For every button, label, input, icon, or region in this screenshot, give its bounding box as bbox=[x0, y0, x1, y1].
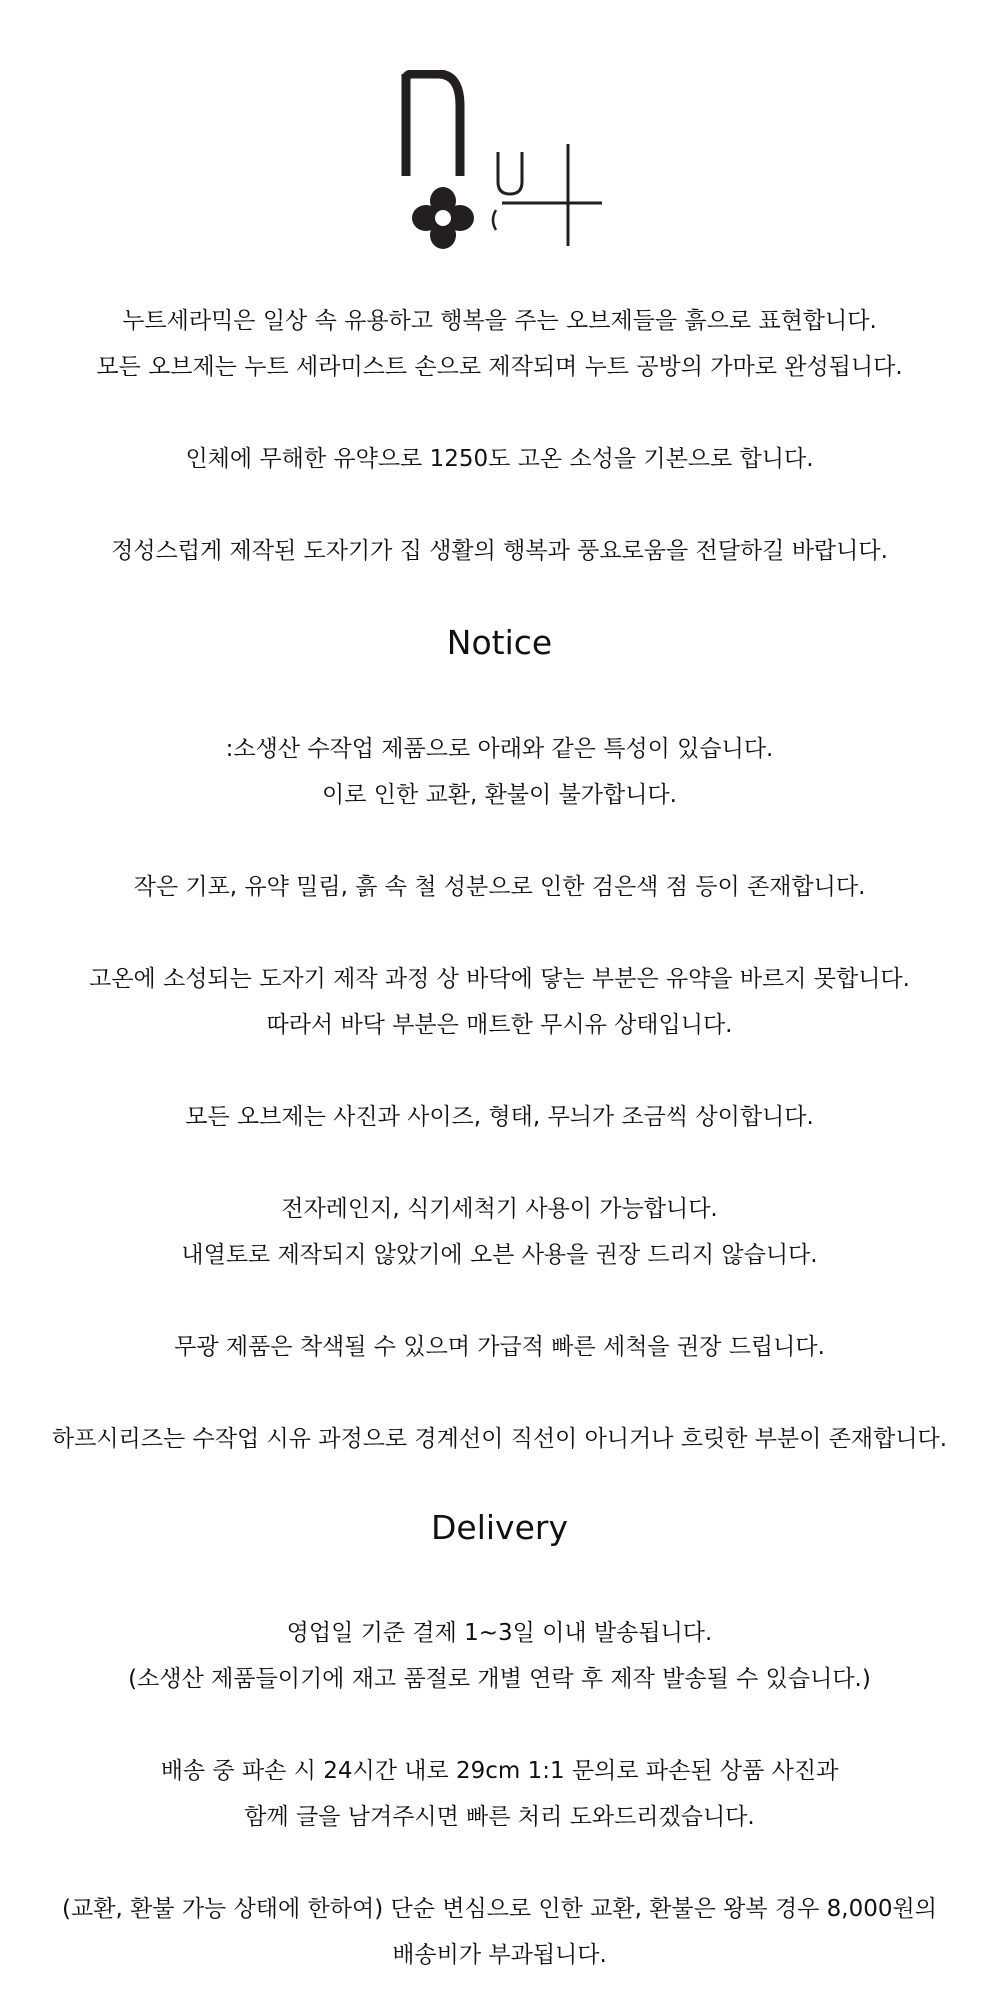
delivery-line: 영업일 기준 결제 1~3일 이내 발송됩니다. bbox=[286, 1620, 713, 1646]
notice-line: 따라서 바닥 부분은 매트한 무시유 상태입니다. bbox=[266, 1012, 733, 1038]
notice-line: 전자레인지, 식기세척기 사용이 가능합니다. bbox=[281, 1196, 718, 1222]
delivery-line: 배송비가 부과됩니다. bbox=[392, 1942, 607, 1968]
delivery-body bbox=[0, 1610, 999, 1978]
delivery-line: (교환, 환불 가능 상태에 한하여) 단순 변심으로 인한 교환, 환불은 왕복 경우 8,000원의 bbox=[62, 1896, 937, 1922]
delivery-line: (소생산 제품들이기에 재고 품절로 개별 연락 후 제작 발송될 수 있습니다.) bbox=[128, 1666, 871, 1692]
intro-line: 인체에 무해한 유약으로 1250도 고온 소성을 기본으로 합니다. bbox=[185, 446, 814, 472]
notice-line: 무광 제품은 착색될 수 있으며 가급적 빠른 세척을 권장 드립니다. bbox=[174, 1334, 825, 1360]
delivery-heading: Delivery bbox=[431, 1508, 568, 1547]
notice-heading: Notice bbox=[446, 623, 553, 662]
delivery-line: 함께 글을 남겨주시면 빠른 처리 도와드리겠습니다. bbox=[244, 1804, 755, 1830]
notice-line: 고온에 소성되는 도자기 제작 과정 상 바닥에 닿는 부분은 유약을 바르지 못합니다. bbox=[89, 966, 910, 992]
notice-line: :소생산 수작업 제품으로 아래와 같은 특성이 있습니다. bbox=[225, 736, 774, 762]
brand-logo bbox=[398, 70, 608, 255]
intro-line: 모든 오브제는 누트 세라미스트 손으로 제작되며 누트 공방의 가마로 완성됩니다. bbox=[96, 354, 903, 380]
notice-line: 모든 오브제는 사진과 사이즈, 형태, 무늬가 조금씩 상이합니다. bbox=[185, 1104, 814, 1130]
intro-text bbox=[0, 298, 999, 574]
delivery-line: 배송 중 파손 시 24시간 내로 29cm 1:1 문의로 파손된 상품 사진과 bbox=[160, 1758, 839, 1784]
notice-line: 이로 인한 교환, 환불이 불가합니다. bbox=[322, 782, 677, 808]
intro-line: 정성스럽게 제작된 도자기가 집 생활의 행복과 풍요로움을 전달하길 바랍니다. bbox=[111, 538, 888, 564]
notice-line: 작은 기포, 유약 밀림, 흙 속 철 성분으로 인한 검은색 점 등이 존재합니다. bbox=[133, 874, 866, 900]
notice-body bbox=[0, 726, 999, 1462]
nut-logo-flower-icon bbox=[398, 70, 608, 255]
notice-line: 내열토로 제작되지 않았기에 오븐 사용을 권장 드리지 않습니다. bbox=[181, 1242, 818, 1268]
notice-line: 하프시리즈는 수작업 시유 과정으로 경계선이 직선이 아니거나 흐릿한 부분이 존재합니다. bbox=[51, 1426, 948, 1452]
intro-line: 누트세라믹은 일상 속 유용하고 행복을 주는 오브제들을 흙으로 표현합니다. bbox=[122, 308, 877, 334]
